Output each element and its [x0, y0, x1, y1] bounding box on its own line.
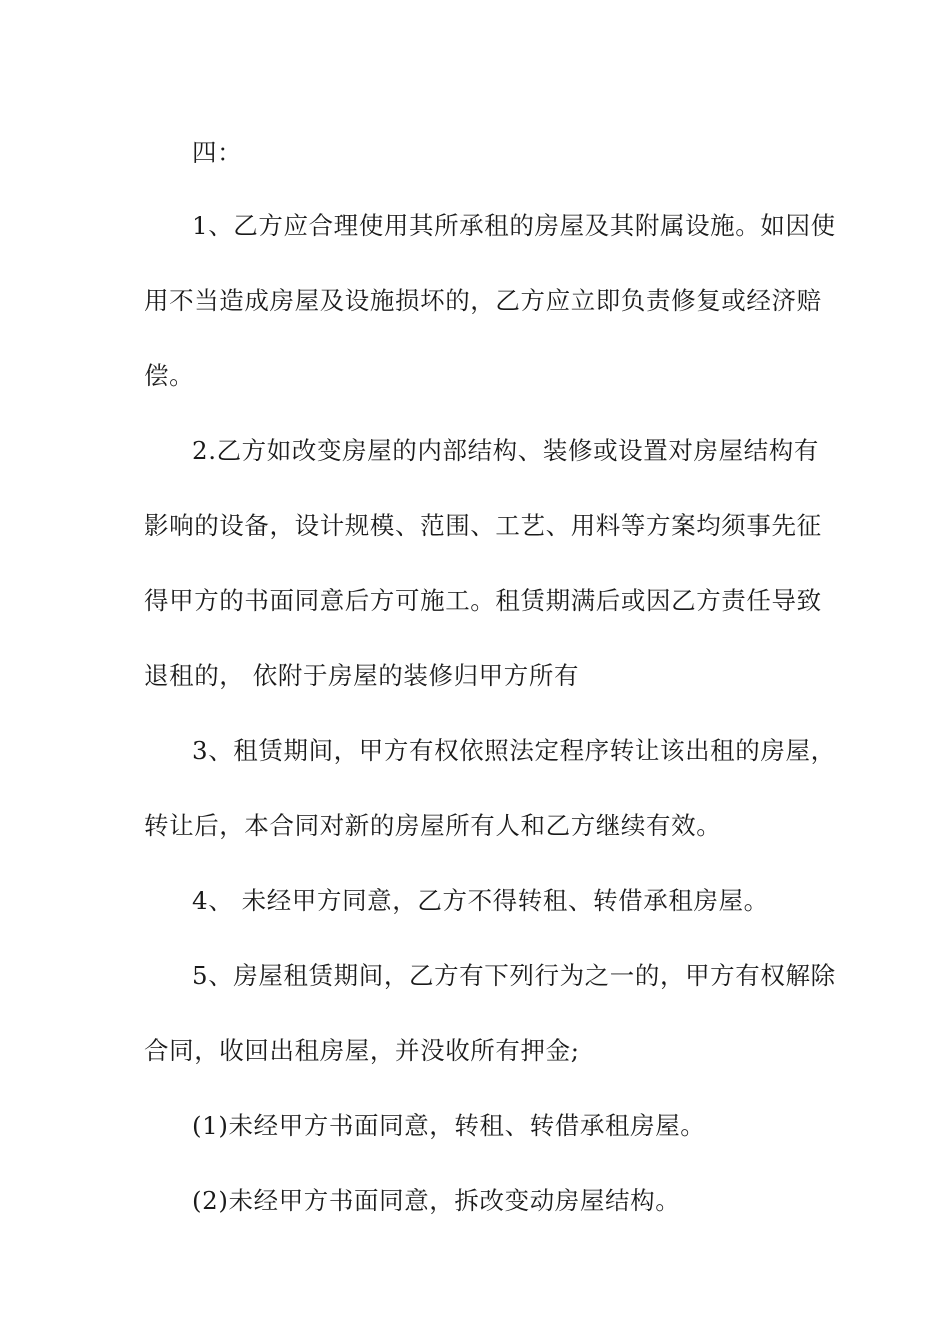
- clause-1-line-2: 用不当造成房屋及设施损坏的，乙方应立即负责修复或经济赔: [144, 286, 822, 315]
- clause-1-line-1: 1、乙方应合理使用其所承租的房屋及其附属设施。如因使: [192, 211, 836, 240]
- subclause-1: (1)未经甲方书面同意，转租、转借承租房屋。: [192, 1111, 706, 1140]
- section-heading: 四：: [192, 138, 243, 167]
- clause-2-line-1: 2.乙方如改变房屋的内部结构、装修或设置对房屋结构有: [192, 436, 819, 465]
- clause-2-line-4: 退租的， 依附于房屋的装修归甲方所有: [144, 661, 580, 690]
- clause-5-line-1: 5、房屋租赁期间，乙方有下列行为之一的，甲方有权解除: [192, 961, 836, 990]
- clause-4-line-1: 4、 未经甲方同意，乙方不得转租、转借承租房屋。: [192, 886, 769, 915]
- clause-5-line-2: 合同，收回出租房屋，并没收所有押金;: [144, 1036, 580, 1065]
- clause-2-line-2: 影响的设备，设计规模、范围、工艺、用料等方案均须事先征: [144, 511, 822, 540]
- subclause-2: (2)未经甲方书面同意，拆改变动房屋结构。: [192, 1186, 681, 1215]
- clause-3-line-2: 转让后，本合同对新的房屋所有人和乙方继续有效。: [144, 811, 722, 840]
- clause-1-line-3: 偿。: [144, 361, 195, 390]
- clause-2-line-3: 得甲方的书面同意后方可施工。租赁期满后或因乙方责任导致: [144, 586, 822, 615]
- clause-3-line-1: 3、租赁期间，甲方有权依照法定程序转让该出租的房屋，: [192, 736, 836, 765]
